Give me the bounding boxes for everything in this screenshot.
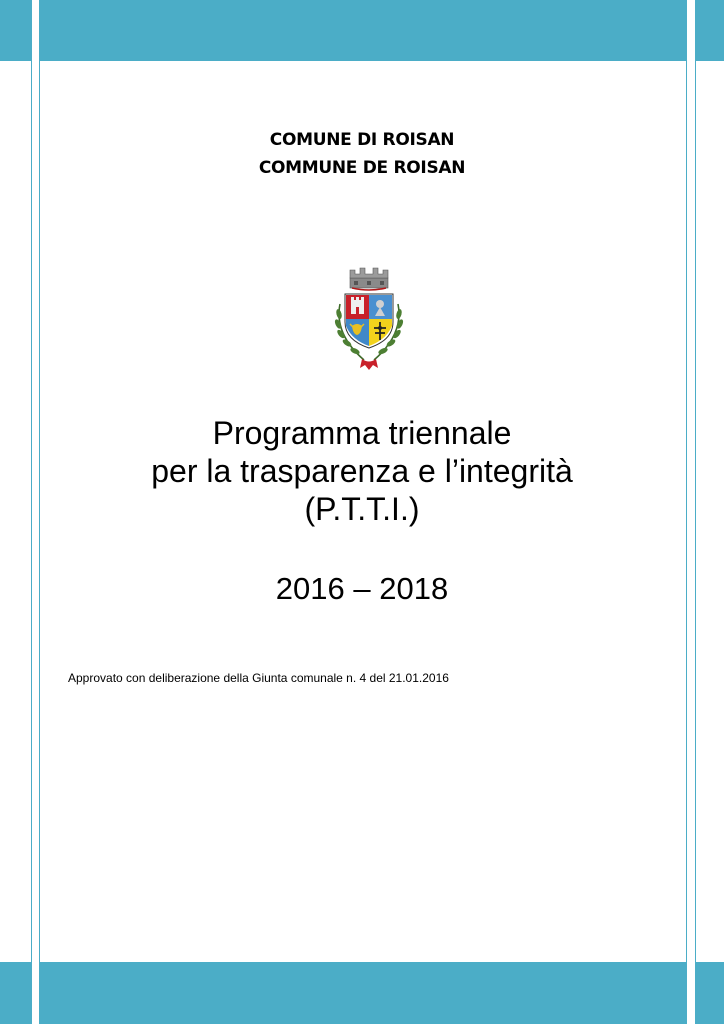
bottom-band-center [39, 962, 686, 1024]
title-line-1: Programma triennale [212, 415, 512, 451]
title-line-3: (P.T.T.I.) [304, 491, 420, 527]
bottom-band-left [0, 962, 31, 1024]
title-line-2: per la trasparenza e l’integrità [151, 453, 573, 489]
municipality-name-italian: COMUNE DI ROISAN [269, 130, 455, 150]
top-band-left [0, 0, 31, 61]
top-band-center [39, 0, 686, 61]
period-years: 2016 – 2018 [275, 571, 449, 606]
approval-note: Approvato con deliberazione della Giunta comunale n. 4 del 21.01.2016 [68, 671, 449, 685]
municipal-coat-of-arms-icon [328, 264, 410, 376]
municipality-name-french: COMMUNE DE ROISAN [258, 158, 466, 178]
document-title [0, 414, 724, 528]
top-band-right [695, 0, 724, 61]
municipality-header [0, 126, 724, 182]
bottom-band-right [695, 962, 724, 1024]
